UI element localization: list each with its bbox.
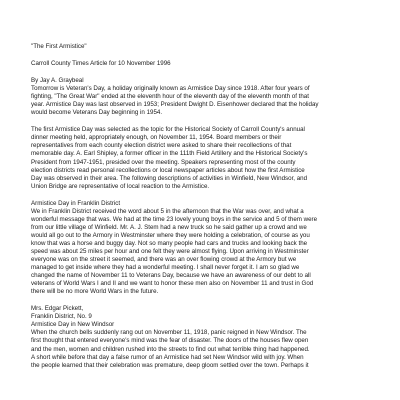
article-byline: By Jay A. Graybeal [31, 77, 84, 85]
intro-paragraph: Tomorrow is Veteran's Day, a holiday originally known as Armistice Day since 1918. After four years of fighting, "The Great War" ended at the eleventh hour of the eleventh day of the eleventh month of that year. Armistice Day was last observed in 1953; President Dwight D. Eisenhower declared that the holiday would become Veterans Day beginning in 1954. [31, 85, 319, 117]
section-body-franklin: We in Franklin District received the word about 5 in the afternoon that the War was over, and what a wonderful message that was. We had at the time 23 lovely young boys in the service and 5 of them were from our little village of Winfield. Mr. A. J. Stem had a new truck so he said gather up a crowd and we would all go out to the Armory in Westminster where they were holding a celebration, of course as you know that was a horse and buggy day. Not so many people had cars and trucks and looking back the speed was about 25 miles per hour and one felt they were almost flying. Upon arriving in Westminster everyone was on the street it seemed, and there was an over flowing crowd at the Armory but we managed to get inside where they had a wonderful meeting. I shall never forget it. I am so glad we changed the name of November 11 to Veterans Day, because we have an awareness of our debt to all veterans of World Wars I and II and we want to honor these men also on November 11 and trust in God there will be no more World Wars in the future. [31, 207, 318, 296]
section-body-new-windsor: When the church bells suddenly rang out on November 11, 1918, panic reigned in New Windsor. The first thought that entered everyone's mind was the fear of disaster. The doors of the houses flew open and the men, women and children rushed into the streets to find out what terrible thing had happened. A short while before that day a false rumor of an Armistice had set New Windsor wild with joy. When the people learned that their celebration was premature, deep gloom settled over the town. Perhaps it [31, 329, 310, 369]
section-heading-franklin: Armistice Day in Franklin District [31, 199, 121, 207]
article-body [31, 43, 379, 370]
speaker-name: Mrs. Edgar Pickett, [31, 305, 84, 313]
article-title: "The First Armistice" [31, 43, 87, 50]
article-source: Carroll County Times Article for 10 November 1996 [31, 60, 171, 68]
section-heading-new-windsor: Armistice Day in New Windsor [31, 321, 115, 329]
second-paragraph: The first Armistice Day was selected as the topic for the Historical Society of Carroll County's annual dinner meeting held, appropriately enough, on November 11, 1954. Board members or their representatives from each county election district were asked to share their recollections of that memorable day. A. Earl Shipley, a former officer in the 111th Field Artillery and the Historical Society's President from 1947-1951, presided over the meeting. Speakers representing most of the county election districts read personal recollections or local newspaper articles about how the first Armistice Day was observed in their area. The following descriptions of activities in Winfield, New Windsor, and Union Bridge are representative of local reaction to the Armistice. [31, 126, 308, 190]
speaker-district: Franklin District, No. 9 [31, 313, 92, 321]
